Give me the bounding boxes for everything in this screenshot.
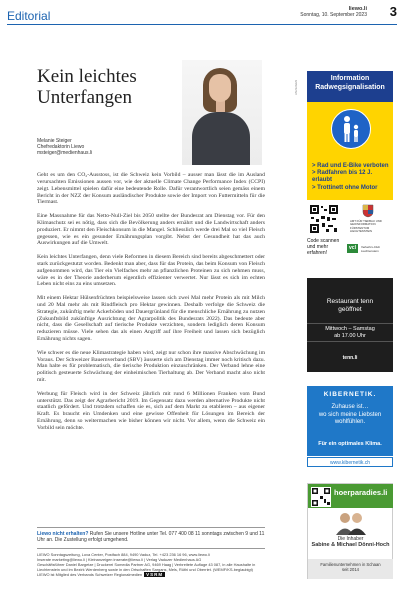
- imprint-membership: LIEWO ist Mitglied des Verbands Schweizer Regionalmedien: [37, 572, 143, 578]
- ad2-headline: [307, 298, 393, 314]
- paragraph: Kein leichtes Unterfangen, denn viele Reformen in diesem Bereich sind bereits abgeschmettert oder stark zurückgestutzt worden. Bedenkt man aber, dass für das Protein, das beim Konsum von Fleisch aufgenommen wird, das Tier ein Vielfaches mehr an pflanzlichen Proteinen zu sich nehmen muss, wäre es in der Theorie anderherum eigentlich effizienter verwertet. Nur lässt es sich im echten Leben nicht eins zu eins umsetzen.: [37, 254, 265, 288]
- ad1-list: [312, 163, 392, 192]
- paragraph: Mit einem Hektar Hülsenfrüchten beispielsweise lassen sich zwei Mal mehr Protein als mit Milch und 20 Mal mehr als mit Rindfleisch pro Hektar gewinnen. Deshalb verfolge die Schweiz die Strategie, zukünftig mehr Ackerböden und Dauergrünland für die menschliche Ernährung zu nutzen (Zukunftsbild zukünftige Ausrichtung der Agrarpolitik des Bundesrats 2022). Das bedeute aber nicht, dass die Gesellschaft auf tierische Produkte verzichten, sondern lediglich deren Konsum reduzieren müsse. Viele sehen das als einen Angriff auf ihre Freiheit und lassen sich bezüglich Ernährung nichts sagen.: [37, 295, 265, 343]
- ad-restaurant-tenn[interactable]: [307, 278, 393, 372]
- ad4-line: Die Inhaber: [337, 536, 364, 542]
- paragraph: Eine Massnahme für das Netto-Null-Ziel bis 2050 stellte der Bundesrat am Dienstag vor. Für den Klimaschutz sei es nötig, dass sich die Bevölkerung anders ernährt und die Landwirtschaft anders produziert. Er nimmt den Fleischkonsum in die Mangel. Schliesslich werde drei Mal so viel Fleisch gegessen, wie es ein gesunder Ernährungsplan vorgibt. Nebst der Gesundheit hat das auch Auswirkungen auf die Umwelt.: [37, 213, 265, 247]
- ad2-line: Restaurant tenn: [326, 298, 374, 305]
- delivery-notice: [37, 527, 265, 543]
- ad2-hours: [307, 326, 393, 340]
- author-photo: [182, 60, 262, 165]
- ad1-code-text: Code scannen und mehr erfahren!: [307, 238, 340, 256]
- author-info: [37, 138, 92, 157]
- notice-text: Rufen Sie unsere Hotline unter Tel. 077 400 08 11 sonntags zwischen 9 und 11 Uhr an. Die Zustellung erfolgt umgehend.: [37, 531, 265, 544]
- imprint-line: Geschäftsführer Daniel Bargetze | Druckerei Somedia Partner AG, 9469 Haag | Verbreitete Auflage 43 087, in alle Haushalte in Liechtenstein und im Bezirk Werdenberg sowie in den Ortschaften Sargans, Mels, Rüthi und Oberriet. (WEMF/KS-beglaubigt): [37, 562, 256, 573]
- ad2-hours-line: Mittwoch – Samstag: [325, 326, 375, 332]
- ad3-tagline: [307, 404, 393, 427]
- paragraph: Werbung für Fleisch wird in der Schweiz jährlich mit rund 6 Millionen Franken vom Bund unterstützt. Das zeigt der Agrarbericht 2019. Im Gegensatz dazu werden alternative Produkte nicht staatlich gefördert. Und trotzdem schaffen sie es, sich auf dem Markt zu etablieren – aus eigener Kraft. Es braucht ein Umdenken und eine gewisse Offenheit für Lösungen im Bereich der Ernährung, denn so weitermachen wie bisher können wir nicht. Vor allem, wenn die Schweiz ein Vorbild sein möchte.: [37, 390, 265, 431]
- qr-code-icon[interactable]: [309, 204, 339, 234]
- ad-hoerparadies[interactable]: [307, 483, 393, 579]
- ad4-footer: [308, 559, 393, 579]
- ad2-logo: tenn.li: [342, 355, 358, 361]
- ad-kibernetik[interactable]: [307, 386, 393, 456]
- imprint-line: Inserate marketing@liewo.li | Kleinanzeigen inserate@liewo.li | Verlag Vaduzer Medienhaus AG: [37, 557, 202, 563]
- vsrm-logo: VSRM: [146, 572, 164, 578]
- ad4-foot-line: Familienunternehmen in Schaan: [320, 562, 381, 567]
- notice-lead: Liewo nicht erhalten?: [37, 531, 89, 537]
- ad4-foot-line: seit 2014: [342, 567, 359, 573]
- paragraph: Wie schwer es die neue Klimastrategie haben wird, zeigt nur schon ihre massive Abschwächung im Voraus. Der Schweizer Bauernverband (SBV) äusserte sich am Dienstag immer noch kritisch dazu. Man halte es für problematisch, die tierische Produktion einzuschränken. Der Verband lehne eine politisch gesteuerte Schwächung der einheimischen Tierhaltung ab. Der Verband macht also nicht mit.: [37, 349, 265, 384]
- ad1-item: > Rad und E-Bike verboten: [312, 163, 389, 169]
- article-body: [37, 172, 265, 439]
- page-number: 3: [389, 4, 397, 19]
- qr-code-icon[interactable]: [311, 487, 331, 512]
- issue-date: Sonntag, 10. September 2023: [300, 12, 367, 18]
- ad3-line: wo sich meine Liebsten: [318, 411, 382, 418]
- author-role: Chefredaktorin Liewo: [37, 144, 85, 151]
- owners-photo: [333, 510, 369, 535]
- ad3-line: wohlfühlen.: [334, 419, 366, 425]
- ad1-logo-text: AMT FÜR TIEFBAU UND GEOINFORMATION FÜRSTENTUM LIECHTENSTEIN: [350, 219, 382, 233]
- section-title: Editorial: [7, 9, 51, 23]
- ad3-line: Zuhause ist…: [331, 404, 369, 410]
- ad1-item: > Trottinett ohne Motor: [312, 184, 378, 191]
- vcl-logo: vcl: [347, 244, 358, 253]
- pedestrian-bike-sign-icon: [331, 109, 371, 149]
- ad1-title: Information Radwegsignalisation: [307, 71, 393, 102]
- title-line-2: Unterfangen: [37, 87, 132, 108]
- ads-label: ANZEIGEN: [294, 79, 298, 95]
- author-name: Melanie Steiger: [37, 138, 72, 144]
- imprint-line: [37, 572, 265, 577]
- masthead: [300, 6, 367, 18]
- brand-name: liewo.li: [348, 6, 367, 12]
- ad4-brand: hoerparadies.li: [334, 488, 388, 497]
- ad2-line: geöffnet: [338, 306, 362, 313]
- imprint-line: LIEWO Sonntagszeitung, Lova Center, Postfach 884, 9490 Vaduz, Tel. +423 236 16 96, www.liewo.li: [37, 552, 210, 557]
- paragraph: Geht es um den CO₂-Ausstoss, ist die Schweiz kein Vorbild – ausser man lässt die im Ausland verursachten Emissionen aussen vor, wie der aktuelle Climate Change Performance Index (CCPI) zeigt. Lebensmittel spielen dafür eine bedeutende Rolle. Dafür verantwortlich seien gemäss einem Bericht in der NZZ der Konsum ausländischer Produkte sowie der Import von Futtermitteln für die Tiermast.: [37, 172, 265, 206]
- imprint: [37, 548, 265, 577]
- ad1-logo2-text: Verkehrs-Club Liechtenstein: [361, 245, 381, 253]
- title-line-1: Kein leichtes: [37, 66, 137, 87]
- ad2-hours-line: ab 17.00 Uhr: [334, 333, 366, 339]
- ad3-claim: Für ein optimales Klima.: [318, 441, 382, 447]
- header-rule: [7, 24, 397, 25]
- ad3-brand: KIBERNETIK.: [323, 391, 377, 398]
- ad4-owners: [308, 536, 393, 548]
- article-title: [37, 66, 137, 108]
- ad1-item: > Radfahren bis 12 J. erlaubt: [312, 170, 373, 184]
- page-header: [0, 0, 404, 24]
- author-email[interactable]: msteiger@medienhaus.li: [37, 150, 93, 157]
- ad3-url[interactable]: www.kibernetik.ch: [307, 457, 393, 467]
- ad4-names: Sabine & Michael Dönni-Hoch: [311, 542, 390, 548]
